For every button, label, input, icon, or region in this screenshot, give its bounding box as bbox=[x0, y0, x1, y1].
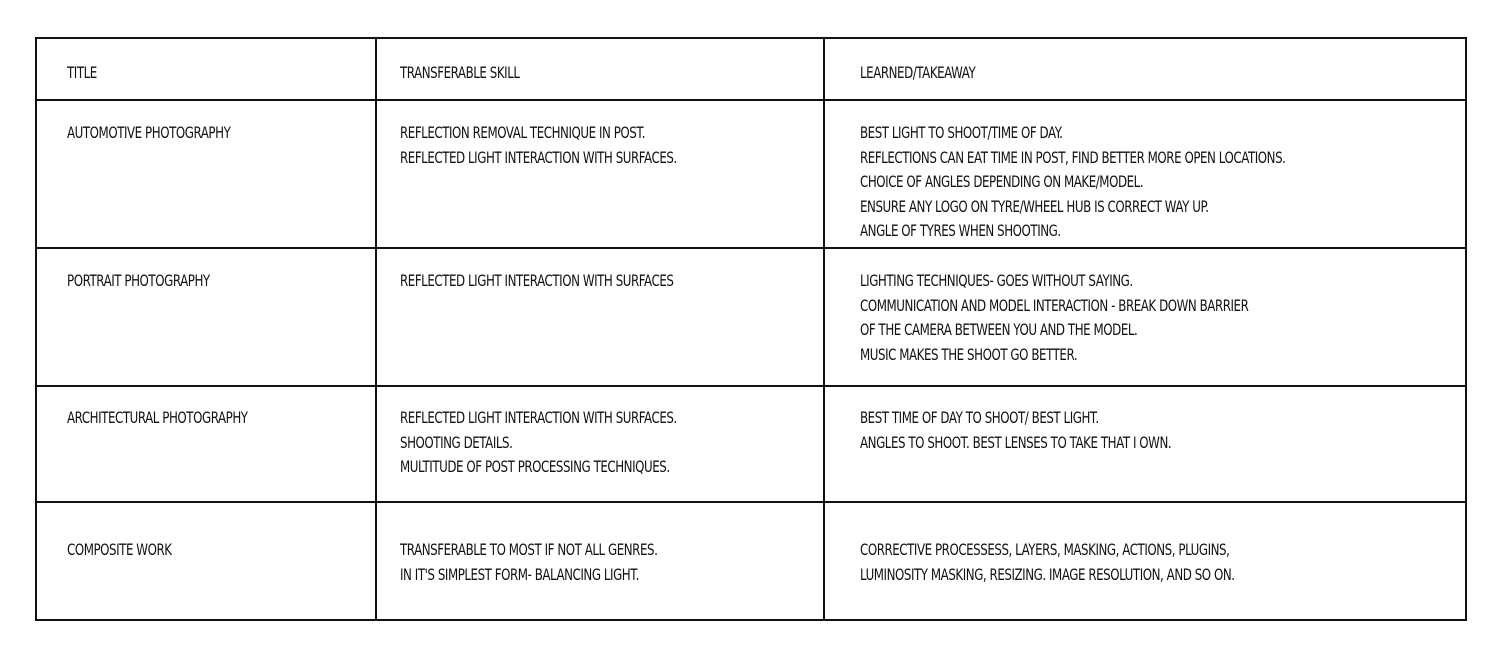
skills-table bbox=[35, 37, 1467, 621]
header-takeaway-label: LEARNED/TAKEAWAY bbox=[860, 63, 976, 82]
row-skill-cell bbox=[376, 386, 824, 502]
row-takeaway-cell bbox=[824, 248, 1466, 386]
header-title-label: TITLE bbox=[67, 63, 97, 82]
table-row bbox=[36, 100, 1466, 248]
row-skill: REFLECTED LIGHT INTERACTION WITH SURFACES. SHOOTING DETAILS. MULTITUDE OF POST PROCESSING TECHNIQUES. bbox=[400, 408, 677, 476]
row-takeaway-cell bbox=[824, 386, 1466, 502]
row-takeaway: LIGHTING TECHNIQUES- GOES WITHOUT SAYING. COMMUNICATION AND MODEL INTERACTION - BREAK DOWN BARRIER OF THE CAMERA BETWEEN YOU AND THE MODEL. MUSIC MAKES THE SHOOT GO BETTER. bbox=[860, 271, 1249, 364]
header-cell-title bbox=[36, 38, 376, 100]
row-title-cell bbox=[36, 248, 376, 386]
row-skill-cell bbox=[376, 100, 824, 248]
row-takeaway: BEST LIGHT TO SHOOT/TIME OF DAY. REFLECTIONS CAN EAT TIME IN POST, FIND BETTER MORE OPEN LOCATIONS. CHOICE OF ANGLES DEPENDING ON MAKE/MODEL. ENSURE ANY LOGO ON TYRE/WHEEL HUB IS CORRECT WAY UP. ANGLE OF TYRES WHEN SHOOTING. bbox=[860, 123, 1286, 240]
row-skill-cell bbox=[376, 248, 824, 386]
row-takeaway: BEST TIME OF DAY TO SHOOT/ BEST LIGHT. ANGLES TO SHOOT. BEST LENSES TO TAKE THAT I OWN. bbox=[860, 408, 1172, 452]
table-row bbox=[36, 386, 1466, 502]
row-title-cell bbox=[36, 386, 376, 502]
header-cell-takeaway bbox=[824, 38, 1466, 100]
row-title: PORTRAIT PHOTOGRAPHY bbox=[67, 271, 210, 290]
row-skill: TRANSFERABLE TO MOST IF NOT ALL GENRES. IN IT'S SIMPLEST FORM- BALANCING LIGHT. bbox=[400, 540, 658, 584]
row-title: COMPOSITE WORK bbox=[67, 540, 172, 559]
row-title-cell bbox=[36, 502, 376, 620]
row-skill: REFLECTION REMOVAL TECHNIQUE IN POST. REFLECTED LIGHT INTERACTION WITH SURFACES. bbox=[400, 123, 677, 167]
row-title: AUTOMOTIVE PHOTOGRAPHY bbox=[67, 123, 231, 142]
table-row bbox=[36, 248, 1466, 386]
row-title: ARCHITECTURAL PHOTOGRAPHY bbox=[67, 408, 248, 427]
skills-table-container bbox=[35, 37, 1465, 621]
row-skill: REFLECTED LIGHT INTERACTION WITH SURFACES bbox=[400, 271, 674, 290]
row-title-cell bbox=[36, 100, 376, 248]
table-header-row bbox=[36, 38, 1466, 100]
header-cell-skill bbox=[376, 38, 824, 100]
row-takeaway-cell bbox=[824, 100, 1466, 248]
row-takeaway: CORRECTIVE PROCESSESS, LAYERS, MASKING, ACTIONS, PLUGINS, LUMINOSITY MASKING, RESIZING. IMAGE RESOLUTION, AND SO ON. bbox=[860, 540, 1235, 584]
table-row bbox=[36, 502, 1466, 620]
row-skill-cell bbox=[376, 502, 824, 620]
row-takeaway-cell bbox=[824, 502, 1466, 620]
header-skill-label: TRANSFERABLE SKILL bbox=[400, 63, 520, 82]
